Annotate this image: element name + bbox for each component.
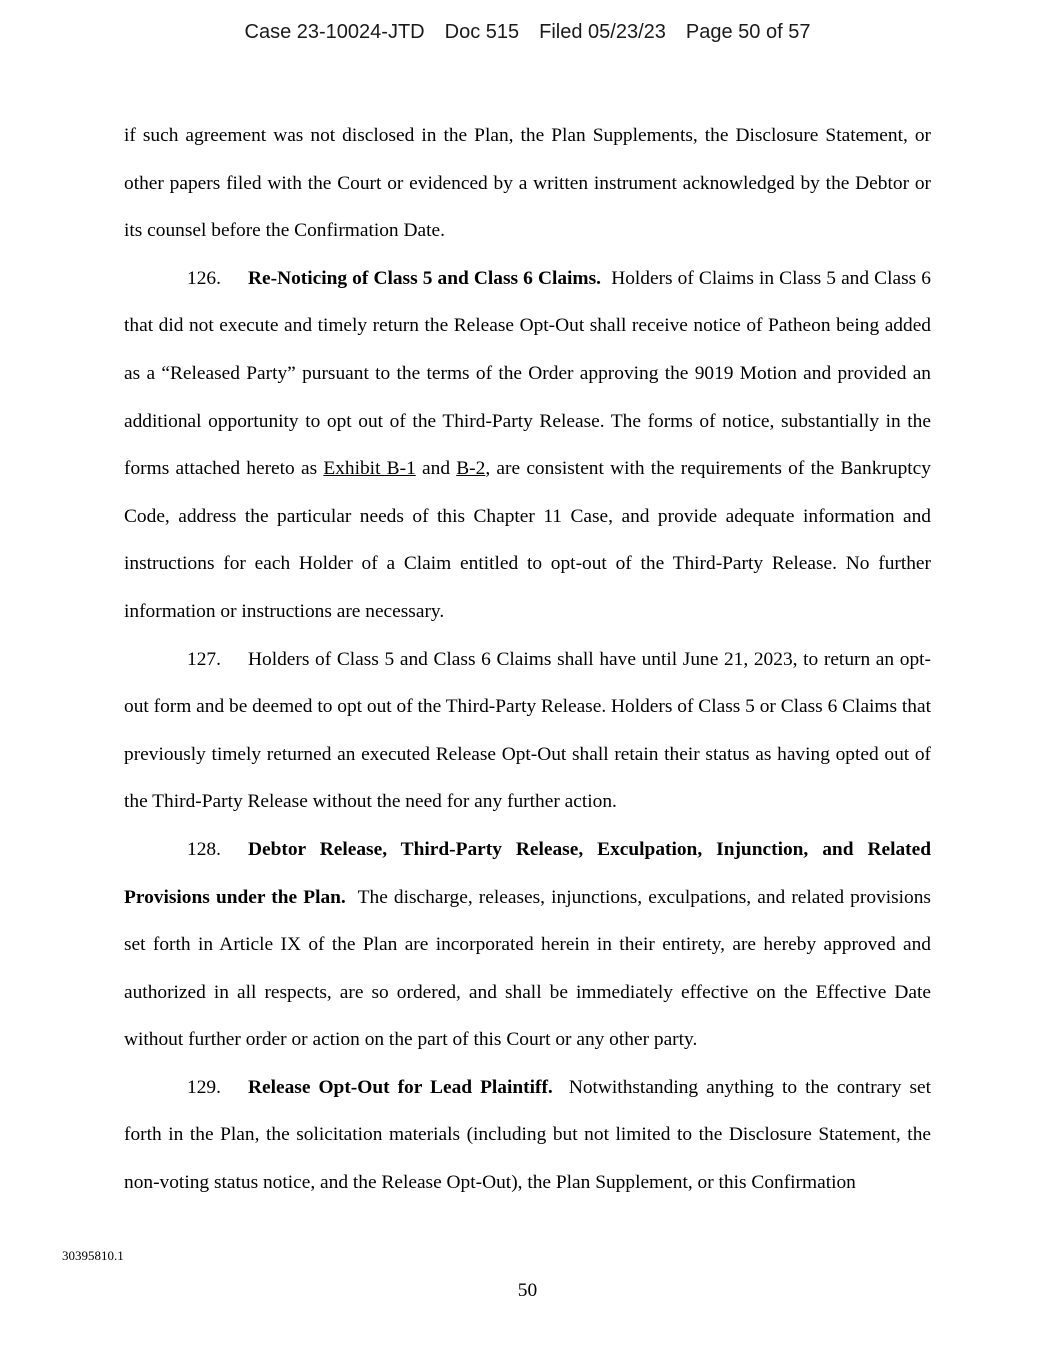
exhibit-b1-reference: Exhibit B-1 bbox=[323, 458, 416, 480]
paragraph-number: 126. bbox=[187, 267, 221, 289]
conjunction-text: and bbox=[422, 458, 451, 480]
page-indicator: Page 50 of 57 bbox=[685, 21, 811, 43]
paragraph-text-continued: , are consistent with the requirements of the Bankruptcy Code, address the particular needs of this Chapter 11 Case, and provide adequate information and instructions for each Holder of a Claim entitled to opt-out of the Third-Party Release. No further information or instructions are necessary. bbox=[124, 458, 931, 622]
document-id: 30395810.1 bbox=[62, 1248, 124, 1263]
case-number: Case 23-10024-JTD bbox=[244, 21, 425, 43]
continuation-paragraph: if such agreement was not disclosed in the Plan, the Plan Supplements, the Disclosure Statement, or other papers filed with the Court or evidenced by a written instrument acknowledged by the Debtor or its counsel before the Confirmation Date. bbox=[124, 125, 931, 242]
paragraph-heading: Release Opt-Out for Lead Plaintiff. bbox=[248, 1076, 553, 1098]
paragraph-number: 128. bbox=[187, 838, 221, 860]
page-number: 50 bbox=[517, 1280, 538, 1301]
paragraph-text: Notwithstanding anything to the contrary set forth in the Plan, the solicitation materials (including but not limited to the Disclosure Statement, the non-voting status notice, and the Release Opt-Out), the Plan Supplement, or this Confirmation bbox=[124, 1076, 931, 1194]
paragraph-number: 129. bbox=[187, 1076, 221, 1098]
paragraph-text: Holders of Claims in Class 5 and Class 6 that did not execute and timely return the Release Opt-Out shall receive notice of Patheon being added as a “Released Party” pursuant to the terms of the Order approving the 9019 Motion and provided an additional opportunity to opt out of the Third-Party Release. The forms of notice, substantially in the forms attached hereto as bbox=[124, 267, 931, 480]
paragraph-text: The discharge, releases, injunctions, exculpations, and related provisions set forth in Article IX of the Plan are incorporated herein in their entirety, are hereby approved and authorized in all respects, are so ordered, and shall be immediately effective on the Effective Date without further order or action on the part of this Court or any other party. bbox=[124, 886, 931, 1051]
paragraph-text: Holders of Class 5 and Class 6 Claims shall have until June 21, 2023, to return an opt-out form and be deemed to opt out of the Third-Party Release. Holders of Class 5 or Class 6 Claims that previously timely returned an executed Release Opt-Out shall retain their status as having opted out of the Third-Party Release without the need for any further action. bbox=[124, 648, 931, 813]
filed-date: Filed 05/23/23 bbox=[539, 21, 666, 43]
paragraph-127 bbox=[124, 636, 931, 826]
case-header bbox=[0, 19, 1055, 45]
exhibit-b2-reference: B-2 bbox=[456, 458, 486, 480]
doc-number: Doc 515 bbox=[444, 21, 520, 43]
paragraph-heading: Re-Noticing of Class 5 and Class 6 Claims. bbox=[248, 267, 601, 289]
document-body bbox=[124, 112, 931, 1207]
paragraph-126 bbox=[124, 255, 931, 636]
paragraph-number: 127. bbox=[187, 648, 221, 670]
paragraph-128 bbox=[124, 826, 931, 1064]
paragraph-129 bbox=[124, 1064, 931, 1207]
paragraph-heading: Debtor Release, Third-Party Release, Exculpation, Injunction, and Related Provisions under the Plan. bbox=[124, 838, 931, 908]
